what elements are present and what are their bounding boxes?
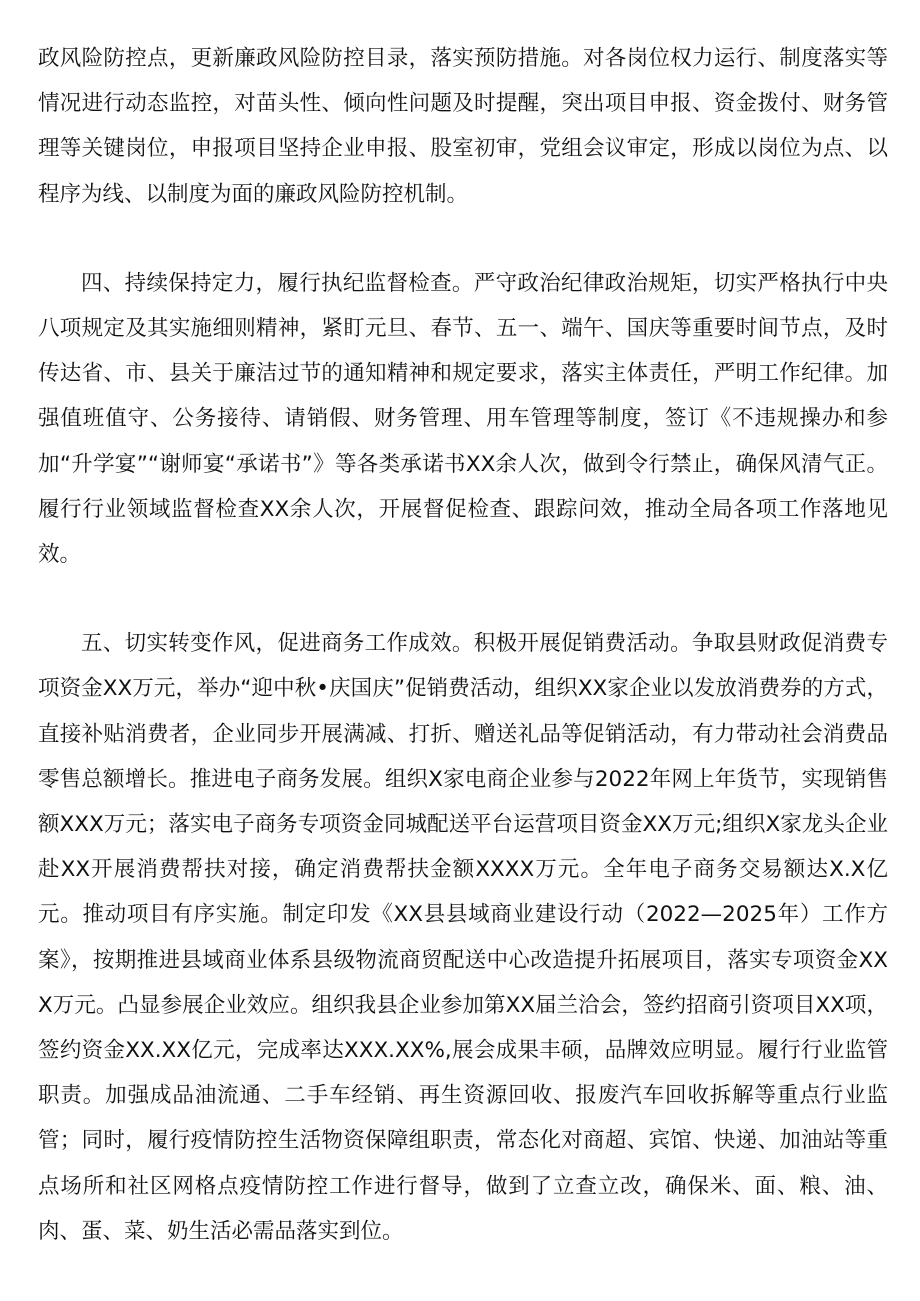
paragraph-section-four: 四、持续保持定力，履行执纪监督检查。严守政治纪律政治规矩，切实严格执行中央八项规定及其实施细则精神，紧盯元旦、春节、五一、端午、国庆等重要时间节点，及时传达省、市、县关于廉洁过节的通知精神和规定要求，落实主体责任，严明工作纪律。加强值班值守、公务接待、请销假、财务管理、用车管理等制度，签订《不违规操办和参加“升学宴”“谢师宴“承诺书”》等各类承诺书XX余人次，做到令行禁止，确保风清气正。履行行业领域监督检查XX余人次，开展督促检查、跟踪问效，推动全局各项工作落地见效。 <box>38 270 888 568</box>
paragraph-continuation: 政风险防控点，更新廉政风险防控目录，落实预防措施。对各岗位权力运行、制度落实等情况进行动态监控，对苗头性、倾向性问题及时提醒，突出项目申报、资金拨付、财务管理等关键岗位，申报项目坚持企业申报、股室初审，党组会议审定，形成以岗位为点、以程序为线、以制度为面的廉政风险防控机制。 <box>38 46 888 207</box>
paragraph-gap <box>38 217 888 261</box>
document-page <box>38 36 888 1254</box>
paragraph-section-five: 五、切实转变作风，促进商务工作成效。积极开展促销费活动。争取县财政促消费专项资金XX万元，举办“迎中秋•庆国庆”促销费活动，组织XX家企业以发放消费券的方式，直接补贴消费者，企业同步开展满减、打折、赠送礼品等促销活动，有力带动社会消费品零售总额增长。推进电子商务发展。组织X家电商企业参与2022年网上年货节，实现销售额XXX万元；落实电子商务专项资金同城配送平台运营项目资金XX万元;组织X家龙头企业赴XX开展消费帮扶对接，确定消费帮扶金额XXXX万元。全年电子商务交易额达X.X亿元。推动项目有序实施。制定印发《XX县县域商业建设行动（2022—2025年）工作方案》，按期推进县域商业体系县级物流商贸配送中心改造提升拓展项目，落实专项资金XXX万元。凸显参展企业效应。组织我县企业参加第XX届兰洽会，签约招商引资项目XX项，签约资金XX.XX亿元，完成率达XXX.XX%,展会成果丰硕，品牌效应明显。履行行业监管职责。加强成品油流通、二手车经销、再生资源回收、报废汽车回收拆解等重点行业监管；同时，履行疫情防控生活物资保障组职责，常态化对商超、宾馆、快递、加油站等重点场所和社区网格点疫情防控工作进行督导，做到了立查立改，确保米、面、粮、油、肉、蛋、菜、奶生活必需品落实到位。 <box>38 631 888 1244</box>
paragraph-gap <box>38 577 888 621</box>
